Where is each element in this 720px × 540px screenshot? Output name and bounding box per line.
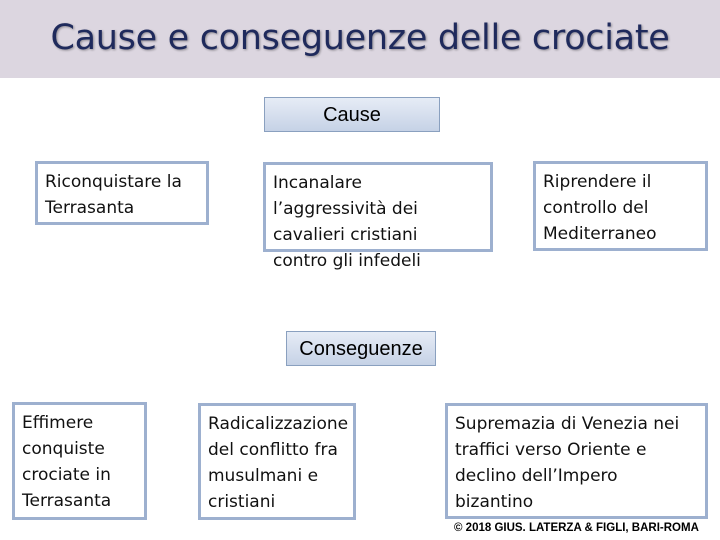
conseguenze-box-conquiste: Effimere conquiste crociate in Terrasanta xyxy=(12,402,147,520)
conseguenze-box-venezia: Supremazia di Venezia nei traffici verso Oriente e declino dell’Impero bizantino xyxy=(445,403,708,519)
cause-header: Cause xyxy=(264,97,440,132)
cause-box-aggressivita: Incanalare l’aggressività dei cavalieri cristiani contro gli infedeli xyxy=(263,162,493,252)
copyright-notice: © 2018 GIUS. LATERZA & FIGLI, BARI-ROMA xyxy=(454,522,699,534)
page-title: Cause e conseguenze delle crociate xyxy=(50,18,670,58)
conseguenze-header: Conseguenze xyxy=(286,331,436,366)
cause-box-mediterraneo: Riprendere il controllo del Mediterraneo xyxy=(533,161,708,251)
conseguenze-box-radicalizzazione: Radicalizzazione del conflitto fra musulmani e cristiani xyxy=(198,403,356,520)
cause-box-riconquista: Riconquistare la Terrasanta xyxy=(35,161,209,225)
